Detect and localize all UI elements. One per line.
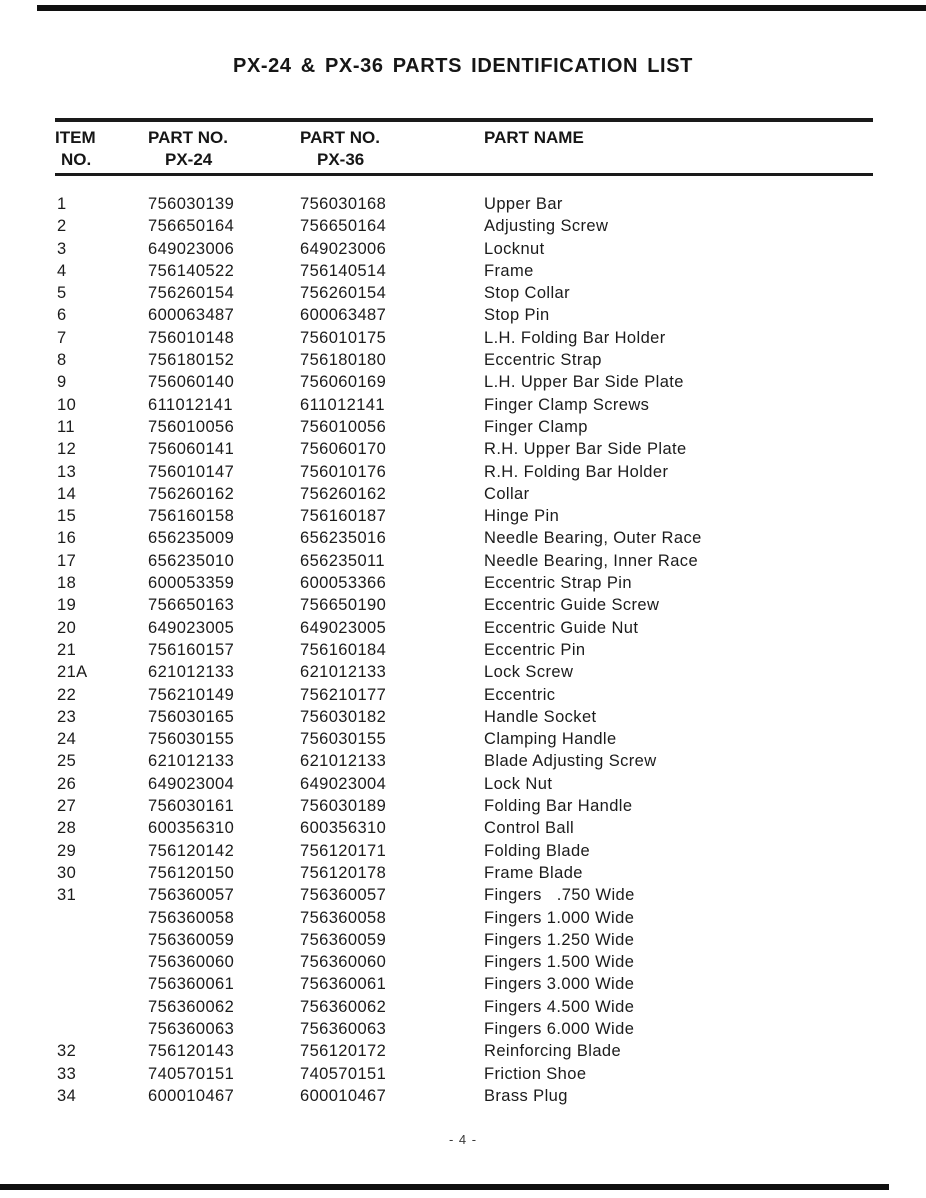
part-no-px24-cell: 756030139 [148,195,235,213]
part-no-px24-cell: 756030161 [148,797,235,816]
part-name-cell: Folding Bar Handle [484,797,633,816]
part-no-px24-cell: 600010467 [148,1086,235,1105]
part-name-cell: Reinforcing Blade [484,1042,622,1061]
header-px24-line2: PX-24 [165,150,213,169]
part-no-px36-cell: 656235016 [300,529,387,548]
table-row [55,951,873,973]
part-no-px24-cell: 756060140 [148,373,235,392]
table-row [55,661,873,683]
table-row [55,996,873,1018]
table-row [55,773,873,795]
item-no-cell [55,996,148,1018]
part-no-px36-cell: 756010175 [300,328,387,347]
item-no-cell: 24 [57,730,77,749]
table-row [55,416,873,438]
table-row [55,1085,873,1107]
table-row [55,817,873,839]
part-no-px36-cell: 621012133 [300,752,387,771]
part-no-px36-cell: 756650190 [300,596,387,615]
item-no-cell: 29 [57,841,77,860]
part-name-cell: Eccentric Strap [484,351,602,370]
table-row [55,461,873,483]
part-name-cell: L.H. Upper Bar Side Plate [484,373,684,392]
part-no-px36-cell: 756060169 [300,373,387,392]
table-row [55,884,873,906]
part-name-cell: Collar [484,484,530,503]
part-no-px24-cell: 756010147 [148,462,235,481]
part-no-px36-cell: 649023006 [300,239,387,258]
item-no-cell: 6 [57,306,67,325]
table-row [55,973,873,995]
part-name-cell: Stop Pin [484,306,550,325]
item-no-cell: 16 [57,529,77,548]
part-no-px36-cell: 756210177 [300,685,387,704]
part-no-px36-cell: 611012141 [300,395,385,414]
part-name-cell: Frame Blade [484,863,583,882]
part-no-px24-cell: 756260154 [148,284,235,303]
part-no-px36-cell: 756360058 [300,908,387,927]
table-row [55,862,873,884]
part-no-px36-cell: 756030168 [300,195,387,213]
item-no-cell: 25 [57,752,77,771]
item-no-cell: 14 [57,484,77,503]
table-row [55,728,873,750]
item-no-cell: 2 [57,217,67,236]
table-row [55,282,873,304]
part-no-px24-cell: 756210149 [148,685,235,704]
part-name-cell: Fingers 1.000 Wide [484,908,635,927]
header-px36-line2: PX-36 [317,150,365,169]
part-no-px36-cell: 740570151 [300,1064,387,1083]
part-name-cell: Friction Shoe [484,1064,587,1083]
part-no-px24-cell: 756060141 [148,440,235,459]
part-no-px36-cell: 756180180 [300,351,387,370]
part-no-px36-cell: 756360062 [300,997,387,1016]
part-no-px24-cell: 756180152 [148,351,235,370]
part-no-px24-cell: 756010056 [148,417,235,436]
item-no-cell: 21 [57,640,77,659]
item-no-cell: 19 [57,596,77,615]
item-no-cell: 13 [57,462,77,481]
item-no-cell: 33 [57,1064,77,1083]
part-no-px36-cell: 756030182 [300,707,387,726]
part-name-cell: Brass Plug [484,1086,568,1105]
part-no-px36-cell: 756260154 [300,284,387,303]
part-no-px24-cell: 649023006 [148,239,235,258]
part-no-px24-cell: 600356310 [148,819,235,838]
part-name-cell: Eccentric Strap Pin [484,574,632,593]
item-no-cell [55,1018,148,1040]
part-no-px24-cell: 756360058 [148,908,235,927]
part-no-px24-cell: 756120150 [148,863,235,882]
part-no-px24-cell: 756360063 [148,1019,235,1038]
part-name-cell: Locknut [484,239,545,258]
part-no-px24-cell: 756360059 [148,930,235,949]
table-row [55,238,873,260]
table-row [55,929,873,951]
part-no-px24-cell: 621012133 [148,752,235,771]
table-row [55,750,873,772]
item-no-cell: 10 [57,395,77,414]
part-name-cell: Fingers 1.250 Wide [484,930,635,949]
part-name-cell: Fingers .750 Wide [484,886,635,905]
part-name-cell: Frame [484,261,534,280]
part-no-px36-cell: 621012133 [300,663,387,682]
part-name-cell: Fingers 3.000 Wide [484,975,635,994]
item-no-cell: 11 [57,417,75,436]
part-name-cell: Lock Nut [484,774,553,793]
part-name-cell: Upper Bar [484,195,563,213]
table-row [55,795,873,817]
item-no-cell: 31 [57,886,77,905]
header-item-line1: ITEM [55,128,96,147]
part-name-cell: Folding Blade [484,841,591,860]
part-name-cell: Clamping Handle [484,730,617,749]
part-no-px36-cell: 756120171 [300,841,387,860]
header-part-name [484,127,873,173]
item-no-cell: 15 [57,507,77,526]
table-row [55,594,873,616]
part-no-px36-cell: 756010056 [300,417,387,436]
item-no-cell: 34 [57,1086,77,1105]
part-no-px24-cell: 756360062 [148,997,235,1016]
part-no-px36-cell: 600356310 [300,819,387,838]
table-row [55,572,873,594]
part-name-cell: Eccentric [484,685,556,704]
table-row [55,371,873,393]
item-no-cell [55,951,148,973]
part-name-cell: R.H. Upper Bar Side Plate [484,440,687,459]
table-row [55,327,873,349]
part-no-px36-cell: 756120172 [300,1042,387,1061]
part-no-px24-cell: 756030155 [148,730,235,749]
part-no-px36-cell: 756120178 [300,863,387,882]
item-no-cell [55,929,148,951]
part-no-px24-cell: 656235010 [148,551,235,570]
item-no-cell: 23 [57,707,77,726]
item-no-cell: 12 [57,440,77,459]
part-no-px36-cell: 756010176 [300,462,387,481]
part-no-px36-cell: 649023005 [300,618,387,637]
table-body [55,176,873,1117]
table-row [55,260,873,282]
part-name-cell: Needle Bearing, Outer Race [484,529,702,548]
part-no-px24-cell: 756140522 [148,261,235,280]
table-row [55,483,873,505]
part-no-px36-cell: 756060170 [300,440,387,459]
part-name-cell: Eccentric Pin [484,640,586,659]
part-no-px36-cell: 756650164 [300,217,387,236]
table-row [55,438,873,460]
part-no-px24-cell: 756120143 [148,1042,235,1061]
table-row [55,706,873,728]
part-no-px36-cell: 600063487 [300,306,387,325]
page-title: PX-24 & PX-36 PARTS IDENTIFICATION LIST [233,55,693,77]
table-row [55,527,873,549]
part-no-px24-cell: 756120142 [148,841,235,860]
part-no-px24-cell: 656235009 [148,529,235,548]
table-row [55,617,873,639]
item-no-cell: 27 [57,797,77,816]
part-name-cell: R.H. Folding Bar Holder [484,462,669,481]
item-no-cell: 5 [57,284,67,303]
table-row [55,840,873,862]
part-no-px36-cell: 756030189 [300,797,387,816]
table-row [55,215,873,237]
part-no-px36-cell: 756360061 [300,975,387,994]
part-no-px36-cell: 756360063 [300,1019,387,1038]
part-no-px24-cell: 600063487 [148,306,235,325]
part-no-px36-cell: 649023004 [300,774,387,793]
table-row [55,1063,873,1085]
item-no-cell: 8 [57,351,67,370]
part-name-cell: Blade Adjusting Screw [484,752,657,771]
part-name-cell: Finger Clamp [484,417,588,436]
part-no-px24-cell: 756160157 [148,640,235,659]
part-name-cell: Eccentric Guide Nut [484,618,639,637]
item-no-cell: 20 [57,618,77,637]
item-no-cell [55,973,148,995]
page-number: - 4 - [448,1132,478,1147]
table-row [55,304,873,326]
table-header-row [55,122,873,176]
part-name-cell: Hinge Pin [484,507,560,526]
part-name-cell: Lock Screw [484,663,574,682]
header-part-name-label: PART NAME [484,128,584,147]
part-name-cell: Adjusting Screw [484,217,609,236]
part-name-cell: Fingers 6.000 Wide [484,1019,635,1038]
part-name-cell: Needle Bearing, Inner Race [484,551,699,570]
part-no-px24-cell: 756650164 [148,217,235,236]
table-row [55,349,873,371]
item-no-cell [55,907,148,929]
part-name-cell: Finger Clamp Screws [484,395,650,414]
table-row [55,550,873,572]
part-no-px24-cell: 756650163 [148,596,235,615]
table-row [55,684,873,706]
part-name-cell: Eccentric Guide Screw [484,596,660,615]
part-name-cell: Fingers 1.500 Wide [484,953,635,972]
parts-table [55,118,873,1117]
item-no-cell: 4 [57,261,67,280]
header-item-no [55,127,148,173]
part-no-px24-cell: 649023005 [148,618,235,637]
part-no-px24-cell: 756010148 [148,328,235,347]
table-row [55,505,873,527]
scan-artifact-bar-bottom [0,1184,889,1190]
header-px36-line1: PART NO. [300,128,380,147]
part-no-px24-cell: 611012141 [148,395,233,414]
part-name-cell: Fingers 4.500 Wide [484,997,635,1016]
header-part-no-px36 [300,127,484,173]
part-no-px24-cell: 740570151 [148,1064,235,1083]
header-part-no-px24 [148,127,300,173]
item-no-cell: 21A [57,663,88,682]
part-no-px36-cell: 756360057 [300,886,387,905]
header-px24-line1: PART NO. [148,128,228,147]
item-no-cell: 30 [57,863,77,882]
table-row [55,1040,873,1062]
table-row [55,193,873,215]
part-name-cell: Stop Collar [484,284,571,303]
part-no-px24-cell: 756030165 [148,707,235,726]
part-no-px24-cell: 600053359 [148,574,235,593]
part-no-px24-cell: 649023004 [148,774,235,793]
item-no-cell: 32 [57,1042,77,1061]
item-no-cell: 17 [57,551,77,570]
part-no-px36-cell: 756030155 [300,730,387,749]
part-name-cell: Control Ball [484,819,575,838]
part-no-px36-cell: 656235011 [300,551,385,570]
header-item-line2: NO. [61,150,92,169]
part-no-px24-cell: 756260162 [148,484,235,503]
part-no-px36-cell: 756360060 [300,953,387,972]
item-no-cell: 3 [57,239,67,258]
item-no-cell: 18 [57,574,77,593]
item-no-cell: 9 [57,373,67,392]
part-name-cell: Handle Socket [484,707,597,726]
item-no-cell: 7 [57,328,67,347]
part-no-px24-cell: 756360057 [148,886,235,905]
part-no-px36-cell: 756260162 [300,484,387,503]
table-row [55,394,873,416]
part-no-px36-cell: 600010467 [300,1086,387,1105]
part-no-px24-cell: 756360061 [148,975,235,994]
item-no-cell: 22 [57,685,77,704]
table-row [55,639,873,661]
item-no-cell: 26 [57,774,77,793]
part-no-px36-cell: 756140514 [300,261,387,280]
part-no-px36-cell: 756160187 [300,507,387,526]
part-no-px24-cell: 621012133 [148,663,235,682]
part-no-px36-cell: 756160184 [300,640,387,659]
table-row [55,1018,873,1040]
part-no-px24-cell: 756360060 [148,953,235,972]
part-no-px36-cell: 600053366 [300,574,387,593]
part-no-px24-cell: 756160158 [148,507,235,526]
part-no-px36-cell: 756360059 [300,930,387,949]
part-name-cell: L.H. Folding Bar Holder [484,328,666,347]
table-row [55,907,873,929]
scan-artifact-bar-top [37,5,926,11]
item-no-cell: 28 [57,819,77,838]
item-no-cell: 1 [57,195,67,213]
